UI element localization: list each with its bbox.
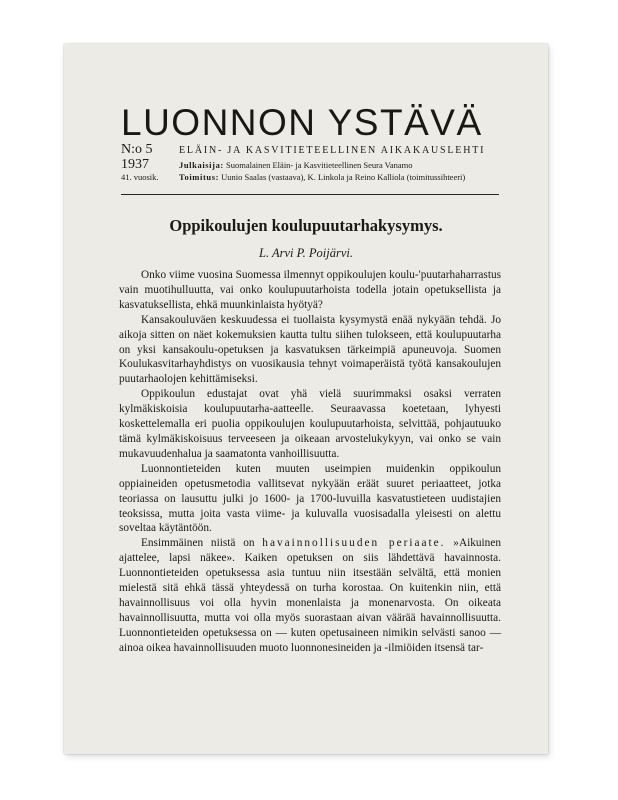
masthead-info bbox=[121, 142, 501, 187]
publisher-value: Suomalainen Eläin- ja Kasvitieteellinen Seura Vanamo bbox=[225, 160, 413, 170]
publisher-label: Julkaisija: bbox=[179, 160, 224, 170]
article-author: L. Arvi P. Poijärvi. bbox=[259, 246, 353, 260]
paragraph-2: Kansakouluväen keskuudessa ei tuollaista kysymystä enää nykyään tehdä. Jo aikoja sitten on näet kokemuksien kautta tultu siihen tulokseen, että koulupuutarha on yksi kansakoulu-opetuksen ja kasvatuksen tärkeimpiä apuneuvoja. Suomen Koulukasvitarhayhdistys on vuosikausia tehnyt voimaperäistä työtä kansakoulujen puutarhaolojen kehittämiseksi. bbox=[119, 313, 501, 386]
issue-number: N:o 5 bbox=[121, 142, 153, 157]
editors-line bbox=[179, 172, 465, 182]
article-title: Oppikoulujen koulupuutarhakysymys. bbox=[169, 216, 443, 235]
magazine-subtitle: ELÄIN- JA KASVITIETEELLINEN AIKAKAUSLEHTI bbox=[179, 145, 486, 156]
volume-number: 41. vuosik. bbox=[121, 172, 159, 182]
magazine-page bbox=[64, 44, 548, 754]
paragraph-4: Luonnontieteiden kuten muuten useimpien muidenkin oppikoulun oppiaineiden opetusmetodia vallitsevat nykyään eräät suuret periaatteet, jotka teoriassa on lausuttu julki jo 1600- ja 1700-luvuilla kasvatustieteen uudistajien teoksissa, mutta joita vasta viime- ja kuluvalla vuosisadalla yleisesti on alettu soveltaa käytäntöön. bbox=[119, 462, 501, 535]
principle-term: havainnollisuuden periaate. bbox=[262, 537, 446, 550]
issue-year: 1937 bbox=[121, 157, 149, 172]
publisher-line bbox=[179, 160, 413, 170]
article-body bbox=[119, 268, 501, 656]
paragraph-5-start: Ensimmäinen niistä on bbox=[141, 537, 255, 550]
editors-value: Uunio Saalas (vastaava), K. Linkola ja Reino Kalliola (toimitussihteeri) bbox=[221, 172, 466, 182]
paragraph-5-rest: »Aikuinen ajattelee, lapsi näkee». Kaiken opetuksen on siis lähdettävä havainnosta. Luonnontieteiden opetuksessa asia tuntuu niin itsestään selvältä, että monien mielestä sitä ehkä tässä yhteydessä on turha korostaa. On kuitenkin niin, että havainnollisuus voi olla hyvin monenlaista ja monenarvosta. On oikeata havainnollisuutta, mutta voi olla myös suorastaan aivan väärää havainnollisuutta. Luonnontieteiden opetuksessa on — kuten opetusaineen nimikin selvästi sanoo — ainoa oikea havainnollisuuden muoto luonnonesineiden ja -ilmiöiden itsensä tar- bbox=[119, 537, 501, 654]
editors-label: Toimitus: bbox=[179, 172, 220, 182]
paragraph-3: Oppikoulun edustajat ovat yhä vielä suurimmaksi osaksi verraten kylmäkiskoisia koulupuutarha-aattеelle. Seuraavassa koetetaan, lyhyesti koskettelemalla eri puolia oppikoulujen koulupuutarhoista, selvittää, pohjautuuko tämä kylmäkiskoisuus terveeseen ja oikeaan arvostelukykyyn, vai onko se vain mukavuudenhalua ja saamatonta vanhoillisuutta. bbox=[119, 388, 501, 460]
paragraph-1: Onko viime vuosina Suomessa ilmennyt oppikoulujen koulu-'puutarhaharrastus vain muotihulluutta, vai onko koulupuutarhoista todella jotain opetuksellista ja kasvatuksellista, ehkä muunkinlaista hyötyä? bbox=[119, 269, 501, 311]
paragraph-5 bbox=[119, 536, 501, 655]
masthead-rule bbox=[121, 194, 499, 195]
magazine-title: LUONNON YSTÄVÄ bbox=[121, 102, 483, 143]
